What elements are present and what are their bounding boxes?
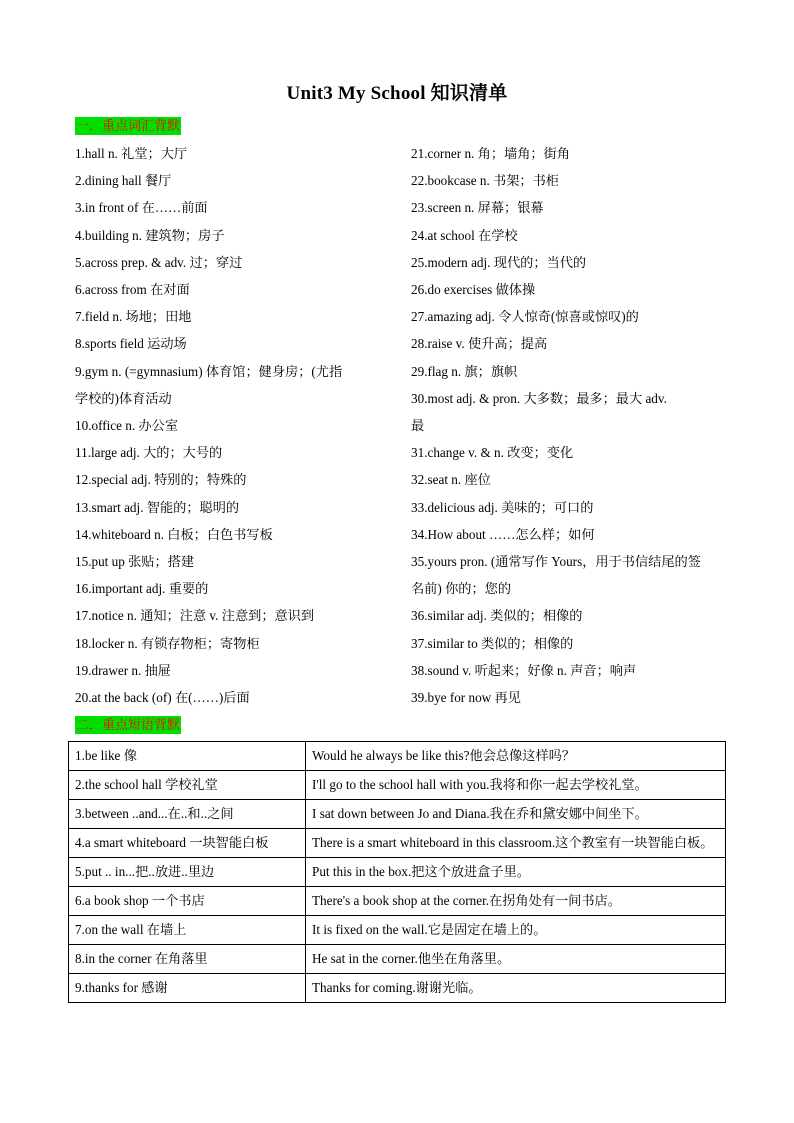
table-row <box>69 887 726 916</box>
example-cell: There's a book shop at the corner.在拐角处有一间书店。 <box>306 887 726 916</box>
vocab-entry-left: 5.across prep. & adv. 过；穿过 <box>75 254 243 270</box>
phrase-cell: 2.the school hall 学校礼堂 <box>69 771 306 800</box>
vocab-entry-right: 名前) 你的；您的 <box>411 581 512 597</box>
vocab-row <box>75 167 735 194</box>
vocab-entry-right: 24.at school 在学校 <box>411 227 518 243</box>
vocab-row <box>75 684 735 711</box>
example-cell: He sat in the corner.他坐在角落里。 <box>306 945 726 974</box>
vocab-row <box>75 494 735 521</box>
vocab-entry-left: 18.locker n. 有锁存物柜；寄物柜 <box>75 635 260 651</box>
section-heading-vocabulary: 一．重点词汇背默 <box>76 118 181 133</box>
vocab-row <box>75 412 735 439</box>
vocab-entry-right: 34.How about ……怎么样；如何 <box>411 526 595 542</box>
vocab-entry-right: 31.change v. & n. 改变；变化 <box>411 445 574 461</box>
vocab-entry-left: 1.hall n. 礼堂；大厅 <box>75 146 188 161</box>
vocab-entry-right: 35.yours pron. (通常写作 Yours，用于书信结尾的签 <box>411 554 701 570</box>
vocab-entry-right: 33.delicious adj. 美味的；可口的 <box>411 499 594 515</box>
vocab-entry-left: 15.put up 张贴；搭建 <box>75 554 195 570</box>
example-cell: Put this in the box.把这个放进盒子里。 <box>306 858 726 887</box>
vocab-row <box>75 222 735 249</box>
vocab-entry-right: 28.raise v. 使升高；提高 <box>411 336 548 352</box>
vocab-entry-left: 16.important adj. 重要的 <box>75 581 209 597</box>
vocab-row <box>75 439 735 466</box>
example-cell: I sat down between Jo and Diana.我在乔和黛安娜中间坐下。 <box>306 800 726 829</box>
page-title: Unit3 My School 知识清单 <box>286 83 508 104</box>
phrase-cell: 9.thanks for 感谢 <box>69 974 306 1003</box>
vocab-entry-left: 14.whiteboard n. 白板；白色书写板 <box>75 526 273 542</box>
vocab-row <box>75 575 735 602</box>
vocab-entry-right: 37.similar to 类似的；相像的 <box>411 635 574 651</box>
vocab-entry-left: 7.field n. 场地；田地 <box>75 309 192 325</box>
vocab-entry-left: 8.sports field 运动场 <box>75 336 187 352</box>
vocab-row <box>75 466 735 493</box>
table-row <box>69 858 726 887</box>
vocab-entry-right: 23.screen n. 屏幕；银幕 <box>411 200 544 216</box>
vocab-row <box>75 140 735 167</box>
table-row <box>69 974 726 1003</box>
table-row <box>69 829 726 858</box>
example-cell: I'll go to the school hall with you.我将和你一起去学校礼堂。 <box>306 771 726 800</box>
phrase-cell: 5.put .. in...把..放进..里边 <box>69 858 306 887</box>
phrase-cell: 3.between ..and...在..和..之间 <box>69 800 306 829</box>
example-cell: Would he always be like this?他会总像这样吗？ <box>306 742 726 771</box>
vocab-entry-right: 39.bye for now 再见 <box>411 690 521 706</box>
table-row <box>69 742 726 771</box>
vocab-entry-left: 2.dining hall 餐厅 <box>75 173 172 189</box>
vocab-row <box>75 276 735 303</box>
vocab-entry-right: 30.most adj. & pron. 大多数；最多；最大 adv. <box>411 390 667 406</box>
vocab-row <box>75 548 735 575</box>
phrase-cell: 7.on the wall 在墙上 <box>69 916 306 945</box>
vocab-row <box>75 385 735 412</box>
vocab-entry-left: 4.building n. 建筑物；房子 <box>75 227 225 243</box>
vocab-entry-right: 29.flag n. 旗；旗帜 <box>411 363 518 379</box>
vocab-entry-left: 17.notice n. 通知；注意 v. 注意到；意识到 <box>75 608 315 624</box>
vocab-row <box>75 602 735 629</box>
vocab-entry-left: 20.at the back (of) 在(……)后面 <box>75 690 250 706</box>
vocab-entry-right: 27.amazing adj. 令人惊奇(惊喜或惊叹)的 <box>411 309 639 325</box>
example-cell: Thanks for coming.谢谢光临。 <box>306 974 726 1003</box>
phrase-cell: 8.in the corner 在角落里 <box>69 945 306 974</box>
vocab-entry-left: 10.office n. 办公室 <box>75 418 179 434</box>
phrase-cell: 6.a book shop 一个书店 <box>69 887 306 916</box>
phrase-table <box>68 741 726 1003</box>
vocab-row <box>75 303 735 330</box>
vocab-entry-right: 38.sound v. 听起来；好像 n. 声音；响声 <box>411 662 637 678</box>
vocab-entry-left: 11.large adj. 大的；大号的 <box>75 445 223 461</box>
vocab-entry-right: 最 <box>411 418 425 434</box>
table-row <box>69 945 726 974</box>
vocab-entry-right: 21.corner n. 角；墙角；街角 <box>411 146 570 161</box>
vocab-entry-right: 22.bookcase n. 书架；书柜 <box>411 173 559 189</box>
table-row <box>69 800 726 829</box>
vocab-row <box>75 657 735 684</box>
vocab-row <box>75 249 735 276</box>
vocab-row <box>75 358 735 385</box>
vocabulary-list <box>75 140 735 711</box>
example-cell: There is a smart whiteboard in this classroom.这个教室有一块智能白板。 <box>306 829 726 858</box>
vocab-entry-left: 12.special adj. 特别的；特殊的 <box>75 472 247 488</box>
table-row <box>69 916 726 945</box>
vocab-row <box>75 521 735 548</box>
vocab-entry-right: 32.seat n. 座位 <box>411 472 491 488</box>
vocab-entry-left: 学校的)体育活动 <box>75 390 172 406</box>
section-heading-phrases: 二．重点短语背默 <box>76 717 181 732</box>
vocab-row <box>75 630 735 657</box>
phrase-cell: 4.a smart whiteboard 一块智能白板 <box>69 829 306 858</box>
vocab-row <box>75 330 735 357</box>
vocab-row <box>75 194 735 221</box>
vocab-entry-right: 25.modern adj. 现代的；当代的 <box>411 254 587 270</box>
vocab-entry-left: 9.gym n. (=gymnasium) 体育馆；健身房；(尤指 <box>75 363 343 379</box>
vocab-entry-left: 19.drawer n. 抽屉 <box>75 662 171 678</box>
vocab-entry-right: 36.similar adj. 类似的；相像的 <box>411 608 583 624</box>
vocab-entry-left: 3.in front of 在……前面 <box>75 200 208 216</box>
phrase-cell: 1.be like 像 <box>69 742 306 771</box>
table-row <box>69 771 726 800</box>
vocab-entry-left: 13.smart adj. 智能的；聪明的 <box>75 499 240 515</box>
vocab-entry-right: 26.do exercises 做体操 <box>411 282 536 298</box>
vocab-entry-left: 6.across from 在对面 <box>75 282 190 298</box>
example-cell: It is fixed on the wall.它是固定在墙上的。 <box>306 916 726 945</box>
